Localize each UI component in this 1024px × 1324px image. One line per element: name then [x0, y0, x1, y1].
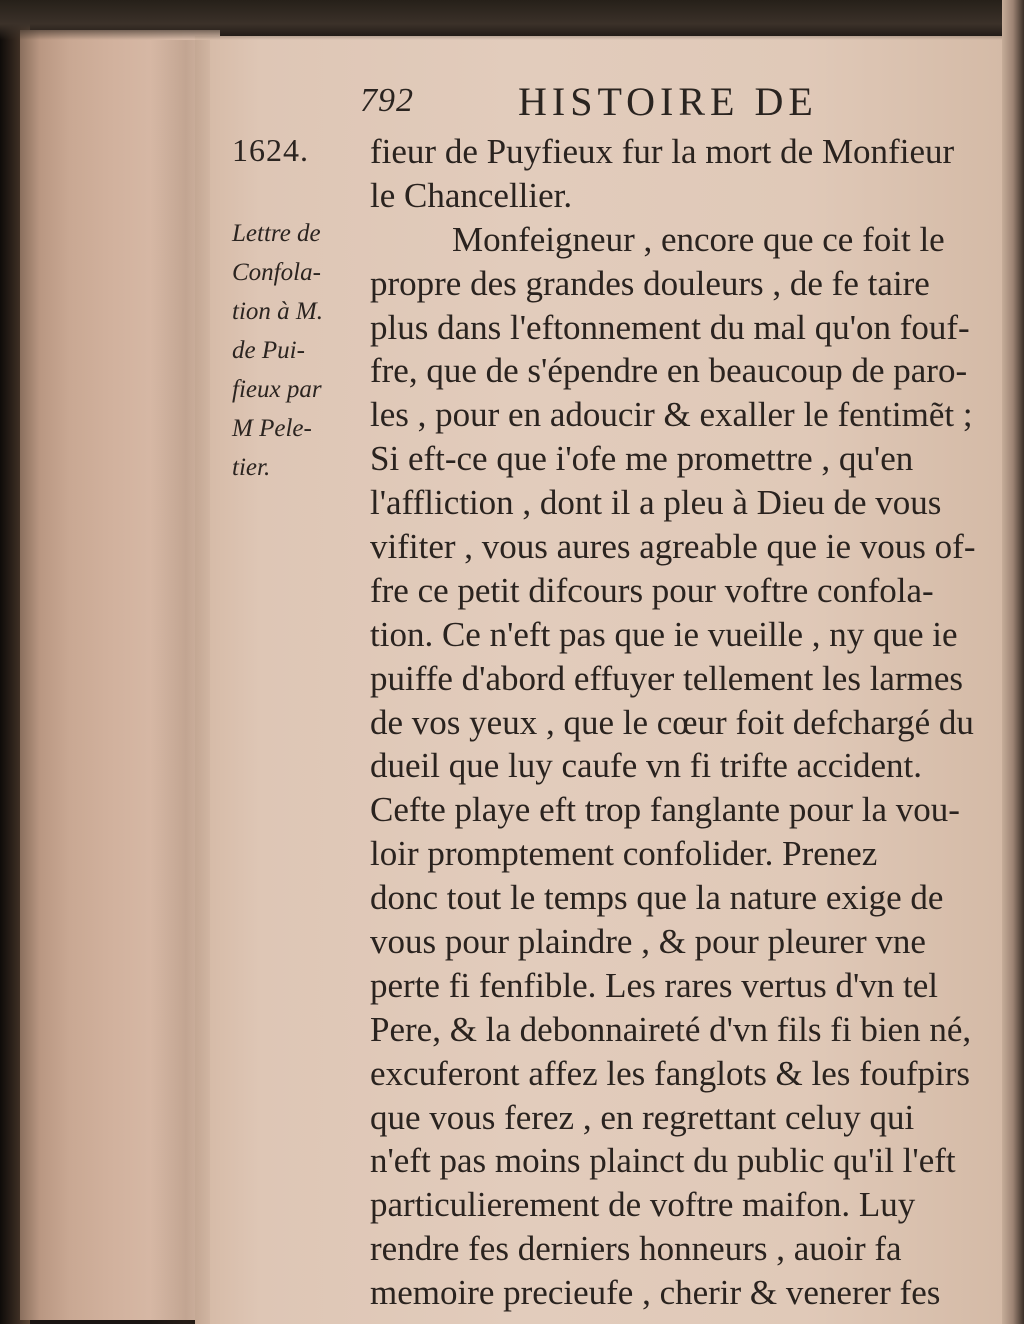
text-line: les , pour en adoucir & exaller le fentimẽt ;: [370, 395, 973, 435]
text-line: excuferont affez les fanglots & les foufpirs: [370, 1053, 970, 1093]
text-line: fre, que de s'épendre en beaucoup de paro-: [370, 351, 968, 391]
text-line: memoire precieufe , cherir & venerer fes: [370, 1273, 941, 1313]
text-line: puiffe d'abord effuyer tellement les larmes: [370, 658, 963, 698]
right-page-edge: [1002, 0, 1024, 1324]
text-line: Si eft-ce que i'ofe me promettre , qu'en: [370, 439, 914, 479]
text-line: Cefte playe eft trop fanglante pour la vou-: [370, 790, 960, 830]
running-head: HISTOIRE DE: [518, 79, 818, 124]
text-line: Pere, & la debonnaireté d'vn fils fi bien né,: [370, 1009, 972, 1049]
margin-note: [232, 214, 362, 487]
page-number: 792: [360, 82, 414, 119]
margin-note-line: M Pele-: [232, 415, 312, 442]
text-line: rendre fes derniers honneurs , auoir fa: [370, 1229, 902, 1269]
page-gutter-shadow: [150, 40, 210, 1324]
page-header: [360, 78, 920, 124]
margin-note-line: Confola-: [232, 259, 321, 286]
text-line: n'eft pas moins plainct du public qu'il l'eft: [370, 1141, 956, 1181]
margin-year: 1624.: [232, 132, 309, 168]
text-line: propre des grandes douleurs , de fe taire: [370, 263, 930, 303]
margin-note-line: fieux par: [232, 376, 322, 403]
text-line: vifiter , vous aures agreable que ie vous of-: [370, 527, 976, 567]
text-line: l'affliction , dont il a pleu à Dieu de vous: [370, 483, 942, 523]
margin-note-line: tion à M.: [232, 298, 323, 325]
top-shadow: [0, 0, 1024, 40]
text-line: tion. Ce n'eft pas que ie vueille , ny que ie: [370, 614, 958, 654]
text-line: plus dans l'eftonnement du mal qu'on fouf-: [370, 307, 970, 347]
text-line: dueil que luy caufe vn fi trifte accident.: [370, 746, 922, 786]
text-line: que vous ferez , en regrettant celuy qui: [370, 1097, 915, 1137]
text-line: fieur de Puyfieux fur la mort de Monfieur: [370, 132, 955, 171]
text-line: Monfeigneur , encore que ce foit le: [452, 219, 945, 259]
margin-note-line: tier.: [232, 454, 271, 481]
text-line: loir promptement confolider. Prenez: [370, 834, 878, 874]
body-text: [370, 130, 980, 1315]
text-line: de vos yeux , que le cœur foit defchargé du: [370, 702, 974, 742]
text-line: fre ce petit difcours pour voftre confola-: [370, 570, 934, 610]
text-line: le Chancellier.: [370, 175, 573, 215]
text-line: perte fi fenfible. Les rares vertus d'vn tel: [370, 965, 939, 1005]
text-line: particulierement de voftre maifon. Luy: [370, 1185, 916, 1225]
margin-note-line: de Pui-: [232, 337, 305, 364]
text-line: donc tout le temps que la nature exige de: [370, 878, 944, 918]
margin-note-line: Lettre de: [232, 220, 321, 247]
text-line: vous pour plaindre , & pour pleurer vne: [370, 922, 926, 962]
